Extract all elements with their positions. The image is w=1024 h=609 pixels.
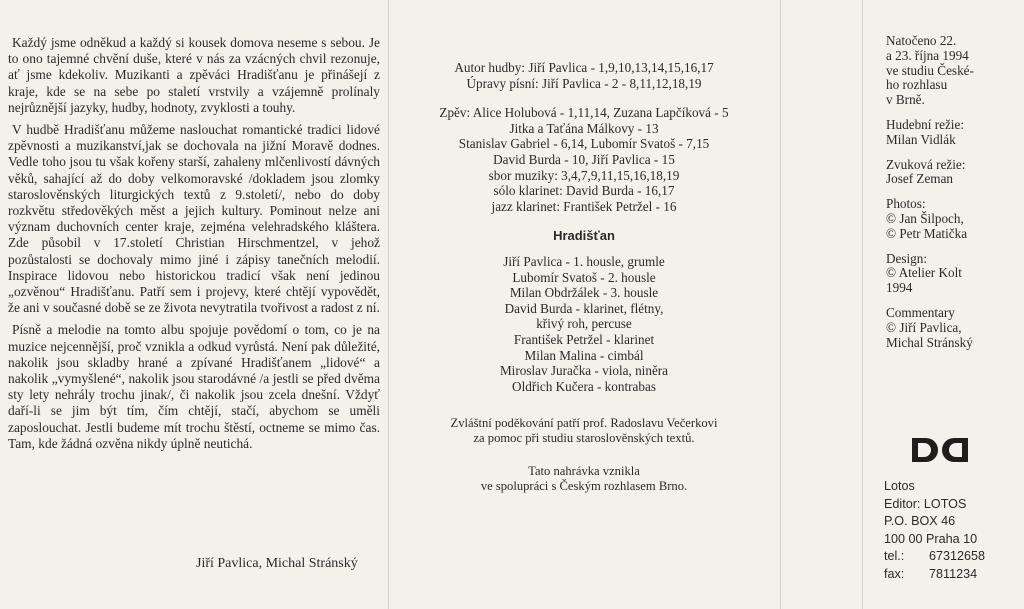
liner-notes-text [8, 35, 380, 458]
commentary-credit: Michal Stránský [886, 334, 973, 350]
vocal-line: Jitka a Taťána Málkovy - 13 [509, 120, 659, 136]
liner-signature: Jiří Pavlica, Michal Stránský [196, 556, 358, 571]
vocal-line: sbor muziky: 3,4,7,9,11,15,16,18,19 [488, 167, 680, 183]
production-credits [886, 34, 1018, 360]
design-credit: © Atelier Kolt [886, 265, 962, 281]
fold-line-1 [388, 0, 389, 609]
fold-line-3 [862, 0, 863, 609]
photo-credit: © Jan Šilpoch, [886, 210, 964, 226]
recorded-line: a 23. října 1994 [886, 47, 969, 63]
special-thanks [396, 416, 772, 446]
sound-direction-name: Josef Zeman [886, 171, 954, 187]
recorded-line: ve studiu České- [886, 62, 974, 78]
member-line: David Burda - klarinet, flétny, [504, 300, 664, 316]
member-line: Milan Obdržálek - 3. housle [509, 285, 659, 301]
credits-column [396, 60, 772, 494]
band-members [396, 254, 772, 394]
fax-label: fax: [884, 566, 905, 581]
commentary-credits [886, 306, 1018, 350]
publisher-fax [884, 566, 1018, 584]
tel-number: 67312658 [929, 549, 986, 564]
photo-credits [886, 197, 1018, 241]
publisher-box: P.O. BOX 46 [884, 514, 956, 529]
commentary-label: Commentary [886, 304, 955, 320]
design-credits [886, 252, 1018, 296]
recording-note-line: ve spolupráci s Českým rozhlasem Brno. [480, 479, 688, 494]
member-line: Miroslav Juračka - viola, niněra [499, 363, 669, 379]
sound-direction-label: Zvuková režie: [886, 156, 966, 172]
liner-paragraph-3: Písně a melodie na tomto albu spojuje povědomí o tom, co je na muzice nejcennější, proč vznikla a odkud vyrůstá. Není pak důležité, nakolik jsou skladby hrané a zpívané Hradišťanem „lidové“ a nakolik „vymyšlené“, nakolik jsou starodávné /a jestli se před dvěma sty lety nehrály trochu jinak/, či nakolik jsou zcela dnešní. Vždyť daří-li se jim být tím, čím chtějí, stačí, abychom se uměli zaposlouchat. Jestli budeme mít trochu štěstí, octneme se mimo čas. Tam, kde žádná ozvěna nikdy úplně neutichá. [8, 322, 380, 451]
publisher-info [884, 478, 1018, 584]
member-line: Oldřich Kučera - kontrabas [512, 378, 656, 394]
sound-direction [886, 158, 1018, 188]
composer-credits [396, 60, 772, 91]
member-line: Milan Malina - cimbál [524, 347, 644, 363]
tel-label: tel.: [884, 549, 905, 564]
recorded-line: v Brně. [886, 92, 925, 108]
music-direction-name: Milan Vidlák [886, 131, 956, 147]
design-label: Design: [886, 250, 928, 266]
music-direction [886, 118, 1018, 148]
recording-note-line: Tato nahrávka vznikla [528, 464, 640, 479]
lotos-logo-icon [910, 436, 970, 464]
vocal-line: sólo klarinet: David Burda - 16,17 [493, 183, 675, 199]
vocal-line: Stanislav Gabriel - 6,14, Lubomír Svatoš - 7,15 [458, 136, 710, 152]
recording-note [396, 464, 772, 494]
photo-credit: © Petr Matička [886, 225, 968, 241]
photos-label: Photos: [886, 196, 926, 212]
music-direction-label: Hudební režie: [886, 116, 964, 132]
thanks-line: Zvláštní poděkování patří prof. Radoslavu Večerkovi [450, 416, 718, 431]
credit-line: Autor hudby: Jiří Pavlica - 1,9,10,13,14,15,16,17 [454, 60, 714, 75]
thanks-line: za pomoc při studiu staroslověnských textů. [473, 431, 695, 446]
credit-line: Úpravy písní: Jiří Pavlica - 2 - 8,11,12,18,19 [466, 75, 702, 91]
band-title: Hradišťan [553, 228, 615, 244]
publisher-name: Lotos [884, 479, 915, 493]
fax-number: 7811234 [929, 566, 978, 581]
publisher-tel [884, 548, 1018, 566]
vocal-line: David Burda - 10, Jiří Pavlica - 15 [493, 151, 675, 167]
recorded-info [886, 34, 1018, 108]
publisher-editor: Editor: LOTOS [884, 496, 967, 511]
member-line: Lubomír Svatoš - 2. housle [512, 269, 656, 285]
vocal-line: Zpěv: Alice Holubová - 1,11,14, Zuzana Lapčíková - 5 [439, 105, 729, 121]
recorded-line: ho rozhlasu [886, 77, 948, 93]
vocal-line: jazz klarinet: František Petržel - 16 [491, 198, 677, 214]
fold-line-2 [780, 0, 781, 609]
design-year: 1994 [886, 280, 913, 296]
liner-paragraph-2: V hudbě Hradišťanu můžeme naslouchat romantické tradici lidové zpěvnosti a muzikanství,jak se dochovala na jižní Moravě dodnes. Vedle toho jsou tu však kořeny starší, zahaleny mlčenlivostí dávných věků, sahající až do doby velkomoravské /dokladem jsou zlomky staroslověnských liturgických textů z 9.století/, nebo do doby rozkvětu středověkých měst a jejich kultury. Pominout nelze ani význam duchovních center kraje, zejména velehradského kláštera. Zde působil v 17.století Christian Hirschmentzel, v jehož pozůstalosti se dochovaly mimo jiné i zápisy tanečních melodií. Inspirace lidovou nebo historickou tradicí však není jedinou „ozvěnou“ Hradišťanu. Patří sem i projevy, které chtějí vypovědět, že ani v současné době se ze života nevytratila tvořivost a radost z ní. [8, 122, 380, 316]
recorded-line: Natočeno 22. [886, 33, 957, 48]
member-line: František Petržel - klarinet [513, 331, 655, 347]
commentary-credit: © Jiří Pavlica, [886, 319, 962, 335]
publisher-city: 100 00 Praha 10 [884, 531, 978, 546]
member-line: křivý roh, percuse [536, 316, 632, 332]
member-line: Jiří Pavlica - 1. housle, grumle [503, 253, 665, 269]
vocal-credits [396, 105, 772, 214]
liner-paragraph-1: Každý jsme odněkud a každý si kousek domova neseme s sebou. Je to ono tajemné chvění duše, které v nás za vzácných chvil rezonuje, ať jsme kdekoliv. Muzikanti a zpěváci Hradišťanu je přinášejí z kraje, kde se na sebe po staletí vrstvily a vzájemně prolínaly nejrůznější jazyky, hudby, hodnoty, zvyklosti a touhy. [8, 35, 380, 115]
